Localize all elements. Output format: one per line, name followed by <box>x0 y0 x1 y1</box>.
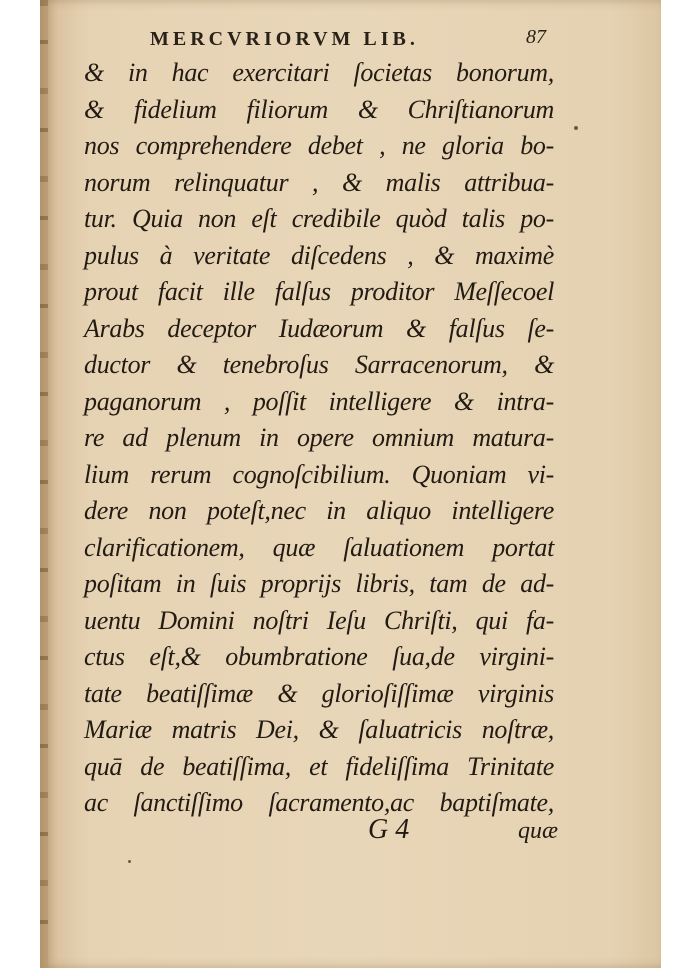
text-line: tur. Quia non eſt credibile quòd talis po- <box>84 204 554 233</box>
running-title: MERCVRIORVM LIB. <box>150 28 419 50</box>
text-line: & in hac exercitari ſocietas bonorum, <box>84 58 554 87</box>
text-line: ductor & tenebroſus Sarracenorum, & <box>84 350 554 379</box>
text-line: nos comprehendere debet , ne gloria bo- <box>84 131 554 160</box>
text-line: poſitam in ſuis proprijs libris, tam de ad- <box>84 569 554 598</box>
text-line: Arabs deceptor Iudæorum & falſus ſe- <box>84 313 554 343</box>
text-line: dere non poteſt,nec in aliquo intelligere <box>84 496 554 525</box>
text-line: ctus eſt,& obumbratione ſua,de virgini- <box>84 642 554 671</box>
page-binding-edge <box>40 0 48 968</box>
paper-speck <box>128 860 131 863</box>
text-line: paganorum , poſſit intelligere & intra- <box>84 386 554 416</box>
text-line: lium rerum cognoſcibilium. Quoniam vi- <box>84 459 554 489</box>
text-line: pulus à veritate diſcedens , & maximè <box>84 240 554 270</box>
page-number: 87 <box>526 26 546 48</box>
text-line: re ad plenum in opere omnium matura- <box>84 423 554 452</box>
page-header <box>150 28 550 54</box>
text-line: ac ſanctiſſimo ſacramento,ac baptiſmate, <box>84 788 554 817</box>
text-line: & fidelium filiorum & Chriſtianorum <box>84 94 554 124</box>
page-footer <box>368 812 558 852</box>
text-line: uentu Domini noſtri Ieſu Chriſti, qui fa- <box>84 605 554 635</box>
text-line: Mariæ matris Dei, & ſaluatricis noſtræ, <box>84 715 554 744</box>
signature-mark: G 4 <box>368 814 410 845</box>
catchword: quæ <box>517 818 558 844</box>
body-text <box>84 55 554 822</box>
text-line: prout facit ille falſus proditor Meſſecoel <box>84 277 554 306</box>
text-line: norum relinquatur , & malis attribua- <box>84 167 554 197</box>
text-line: clarificationem, quæ ſaluationem portat <box>84 532 554 562</box>
text-line: quā de beatiſſima, et fideliſſima Trinitate <box>84 751 554 781</box>
text-line: tate beatiſſimæ & glorioſiſſimæ virginis <box>84 678 554 708</box>
paper-speck <box>574 126 578 130</box>
